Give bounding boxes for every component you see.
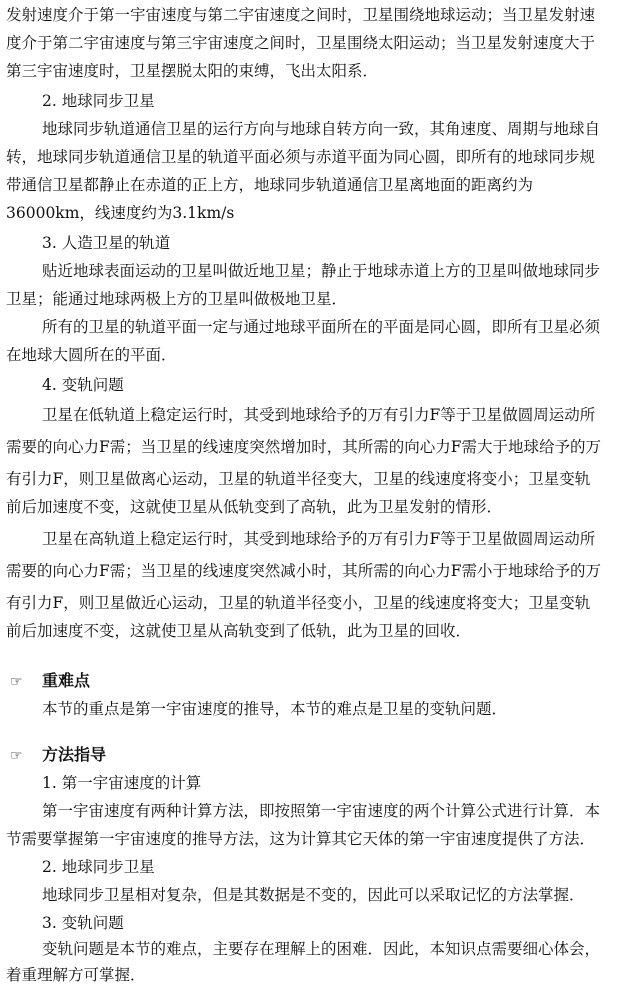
text-line: 有引力F，则卫星做离心运动，卫星的轨道半径变大，卫星的线速度将变小；卫星变轨	[6, 470, 591, 488]
pointing-hand-icon: ☞	[10, 674, 23, 690]
text-line: 地球同步卫星相对复杂，但是其数据是不变的，因此可以采取记忆的方法掌握．	[42, 886, 585, 904]
text-line: 36000km，线速度约为3.1km/s	[6, 204, 235, 222]
text-line: 卫星在低轨道上稳定运行时，其受到地球给予的万有引力F等于卫星做圆周运动所	[42, 406, 596, 424]
text-line: 度介于第二宇宙速度与第三宇宙速度之间时，卫星围绕太阳运动；当卫星发射速度大于	[6, 34, 596, 52]
method-guide-title: 方法指导	[42, 745, 107, 764]
text-line: 卫星；能通过地球两极上方的卫星叫做极地卫星．	[6, 290, 348, 308]
text-line: 有引力F，则卫星做近心运动，卫星的轨道半径变小，卫星的线速度将变大；卫星变轨	[6, 594, 591, 612]
section-heading: 3. 人造卫星的轨道	[42, 234, 171, 252]
text-line: 需要的向心力F需；当卫星的线速度突然增加时，其所需的向心力F需大于地球给予的万	[6, 438, 602, 456]
text-line: 第三宇宙速度时，卫星摆脱太阳的束缚，飞出太阳系．	[6, 62, 379, 80]
text-line: 所有的卫星的轨道平面一定与通过地球平面所在的平面是同心圆，即所有卫星必须	[42, 318, 601, 336]
text-line: 着重理解方可掌握．	[6, 966, 146, 984]
key-points-title: 重难点	[42, 671, 91, 690]
text-line: 前后加速度不变，这就使卫星从高轨变到了低轨，此为卫星的回收．	[6, 622, 472, 640]
text-line: 卫星在高轨道上稳定运行时，其受到地球给予的万有引力F等于卫星做圆周运动所	[42, 530, 596, 548]
key-points-heading	[10, 668, 90, 694]
text-line: 发射速度介于第一宇宙速度与第二宇宙速度之间时，卫星围绕地球运动；当卫星发射速	[6, 6, 596, 24]
section-heading: 2. 地球同步卫星	[42, 92, 155, 110]
text-line: 第一宇宙速度有两种计算方法，即按照第一宇宙速度的两个计算公式进行计算．本	[42, 802, 601, 820]
section-heading: 2. 地球同步卫星	[42, 858, 155, 876]
text-line: 前后加速度不变，这就使卫星从低轨变到了高轨，此为卫星发射的情形．	[6, 498, 503, 516]
method-guide-heading	[10, 742, 106, 768]
pointing-hand-icon: ☞	[10, 748, 23, 764]
text-line: 贴近地球表面运动的卫星叫做近地卫星；静止于地球赤道上方的卫星叫做地球同步	[42, 262, 601, 280]
text-line: 在地球大圆所在的平面．	[6, 346, 177, 364]
text-line: 节需要掌握第一宇宙速度的推导方法，这为计算其它天体的第一宇宙速度提供了方法．	[6, 830, 596, 848]
text-line: 需要的向心力F需；当卫星的线速度突然减小时，其所需的向心力F需小于地球给予的万	[6, 562, 602, 580]
section-heading: 1. 第一宇宙速度的计算	[42, 774, 202, 792]
text-line: 地球同步轨道通信卫星的运行方向与地球自转方向一致，其角速度、周期与地球自	[42, 120, 601, 138]
text-line: 本节的重点是第一宇宙速度的推导，本节的难点是卫星的变轨问题．	[42, 700, 508, 718]
text-line: 变轨问题是本节的难点，主要存在理解上的困难．因此，本知识点需要细心体会，	[42, 940, 601, 958]
section-heading: 4. 变轨问题	[42, 376, 124, 394]
text-line: 转，地球同步轨道通信卫星的轨道平面必须与赤道平面为同心圆，即所有的地球同步规	[6, 148, 596, 166]
section-heading: 3. 变轨问题	[42, 914, 124, 932]
text-line: 带通信卫星都静止在赤道的正上方，地球同步轨道通信卫星离地面的距离约为	[6, 176, 534, 194]
